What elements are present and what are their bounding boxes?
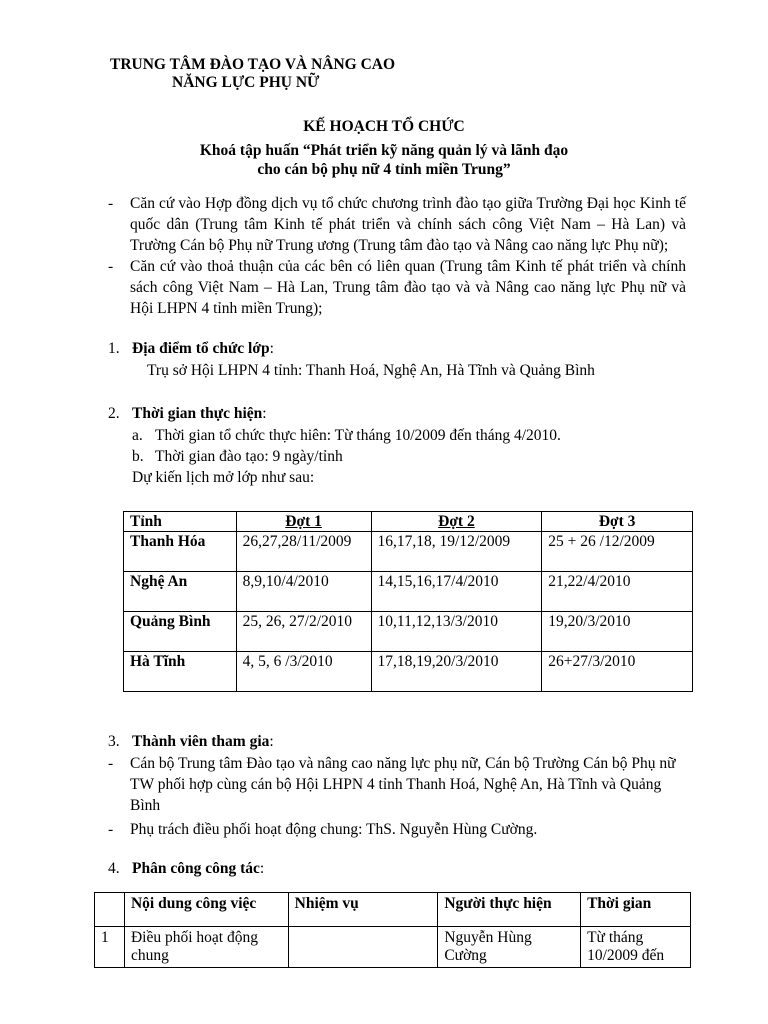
subtitle-line-2: cho cán bộ phụ nữ 4 tỉnh miền Trung” <box>257 161 511 178</box>
header-cell: Đợt 3 <box>542 512 693 532</box>
task-content: Điều phối hoạt động chung <box>124 927 288 968</box>
task-duty <box>288 927 438 968</box>
date-cell: 25, 26, 27/2/2010 <box>236 612 371 652</box>
legal-basis-item <box>108 256 686 319</box>
section-title: Phân công công tác <box>132 860 260 877</box>
section-3-heading: 3. Thành viên tham gia: <box>108 733 274 750</box>
item-label: a. <box>132 427 143 444</box>
legal-basis-text: Căn cứ vào Hợp đồng dịch vụ tổ chức chương trình đào tạo giữa Trường Đại học Kinh tế quốc dân (Trung tâm Kinh tế phát triển và chính sách công Việt Nam – Hà Lan) và Trường Cán bộ Phụ nữ Trung ương (Trung tâm đào tạo và Nâng cao năng lực Phụ nữ); <box>130 195 686 254</box>
schedule-row <box>124 652 693 692</box>
header-cell: Đợt 1 <box>236 512 371 532</box>
schedule-row <box>124 532 693 572</box>
subtitle-line-1: Khoá tập huấn “Phát triển kỹ năng quản lý và lãnh đạo <box>199 142 569 159</box>
assignment-table <box>94 892 691 968</box>
item-text: Thời gian đào tạo: 9 ngày/tỉnh <box>155 448 343 465</box>
header-cell <box>95 893 125 927</box>
date-cell: 4, 5, 6 /3/2010 <box>236 652 371 692</box>
assignment-row <box>95 927 691 968</box>
bullet-dash: - <box>108 195 114 212</box>
task-time: Từ tháng 10/2009 đến <box>581 927 691 968</box>
section-2-heading: 2. Thời gian thực hiện: <box>108 405 267 422</box>
bullet-dash: - <box>108 821 114 838</box>
section-title: Địa điểm tổ chức lớp <box>132 340 270 357</box>
legal-basis-item <box>108 193 686 256</box>
date-cell: 14,15,16,17/4/2010 <box>371 572 542 612</box>
province-cell: Thanh Hóa <box>124 532 237 572</box>
section-number: 2. <box>108 405 120 422</box>
bullet-dash: - <box>108 755 114 772</box>
assignment-header-row <box>95 893 691 927</box>
province-cell: Hà Tĩnh <box>124 652 237 692</box>
member-text: Phụ trách điều phối hoạt động chung: ThS. Nguyễn Hùng Cường. <box>130 821 538 838</box>
header-cell: Nhiệm vụ <box>288 893 438 927</box>
date-cell: 26,27,28/11/2009 <box>236 532 371 572</box>
section-4-heading: 4. Phân công công tác: <box>108 860 265 877</box>
row-number: 1 <box>95 927 125 968</box>
section-1-heading: 1. Địa điểm tổ chức lớp: <box>108 340 274 357</box>
header-cell: Người thực hiện <box>438 893 581 927</box>
item-label: b. <box>132 448 144 465</box>
date-cell: 8,9,10/4/2010 <box>236 572 371 612</box>
province-cell: Quảng Bình <box>124 612 237 652</box>
item-text: Thời gian tổ chức thực hiên: Từ tháng 10/2009 đến tháng 4/2010. <box>155 427 561 444</box>
date-cell: 16,17,18, 19/12/2009 <box>371 532 542 572</box>
schedule-row <box>124 572 693 612</box>
member-item <box>108 753 688 816</box>
header-cell: Đợt 2 <box>371 512 542 532</box>
date-cell: 25 + 26 /12/2009 <box>542 532 693 572</box>
schedule-row <box>124 612 693 652</box>
section-2b-item <box>132 446 343 467</box>
document-title: KẾ HOẠCH TỔ CHỨC <box>303 118 465 135</box>
section-2a-item <box>132 425 561 446</box>
member-item <box>108 819 688 840</box>
section-title: Thành viên tham gia <box>132 733 270 750</box>
org-line-2: NĂNG LỰC PHỤ NỮ <box>172 74 320 91</box>
document-subtitle <box>0 141 768 179</box>
members-list <box>108 753 688 840</box>
header-cell: Nội dung công việc <box>124 893 288 927</box>
date-cell: 26+27/3/2010 <box>542 652 693 692</box>
org-line-1: TRUNG TÂM ĐÀO TẠO VÀ NÂNG CAO <box>110 56 396 73</box>
header-cell: Tỉnh <box>124 512 237 532</box>
schedule-table <box>123 511 693 692</box>
date-cell: 10,11,12,13/3/2010 <box>371 612 542 652</box>
section-number: 3. <box>108 733 120 750</box>
legal-bases-list <box>108 193 686 319</box>
section-title: Thời gian thực hiện <box>132 405 263 422</box>
section-number: 1. <box>108 340 120 357</box>
section-1-text: Trụ sở Hội LHPN 4 tỉnh: Thanh Hoá, Nghệ An, Hà Tĩnh và Quảng Bình <box>147 362 595 379</box>
organization-name <box>110 56 395 92</box>
province-cell: Nghệ An <box>124 572 237 612</box>
date-cell: 17,18,19,20/3/2010 <box>371 652 542 692</box>
section-number: 4. <box>108 860 120 877</box>
legal-basis-text: Căn cứ vào thoả thuận của các bên có liên quan (Trung tâm Kinh tế phát triển và chính sách công Việt Nam – Hà Lan, Trung tâm đào tạo và và Nâng cao năng lực Phụ nữ và Hội LHPN 4 tỉnh miền Trung); <box>130 258 686 317</box>
member-text: Cán bộ Trung tâm Đào tạo và nâng cao năng lực phụ nữ, Cán bộ Trường Cán bộ Phụ nữ TW phối hợp cùng cán bộ Hội LHPN 4 tỉnh Thanh Hoá, Nghệ An, Hà Tĩnh và Quảng Bình <box>130 755 676 814</box>
date-cell: 21,22/4/2010 <box>542 572 693 612</box>
date-cell: 19,20/3/2010 <box>542 612 693 652</box>
schedule-header-row <box>124 512 693 532</box>
header-cell: Thời gian <box>581 893 691 927</box>
task-person: Nguyễn Hùng Cường <box>438 927 581 968</box>
schedule-intro: Dự kiến lịch mở lớp như sau: <box>132 469 315 486</box>
bullet-dash: - <box>108 258 114 275</box>
